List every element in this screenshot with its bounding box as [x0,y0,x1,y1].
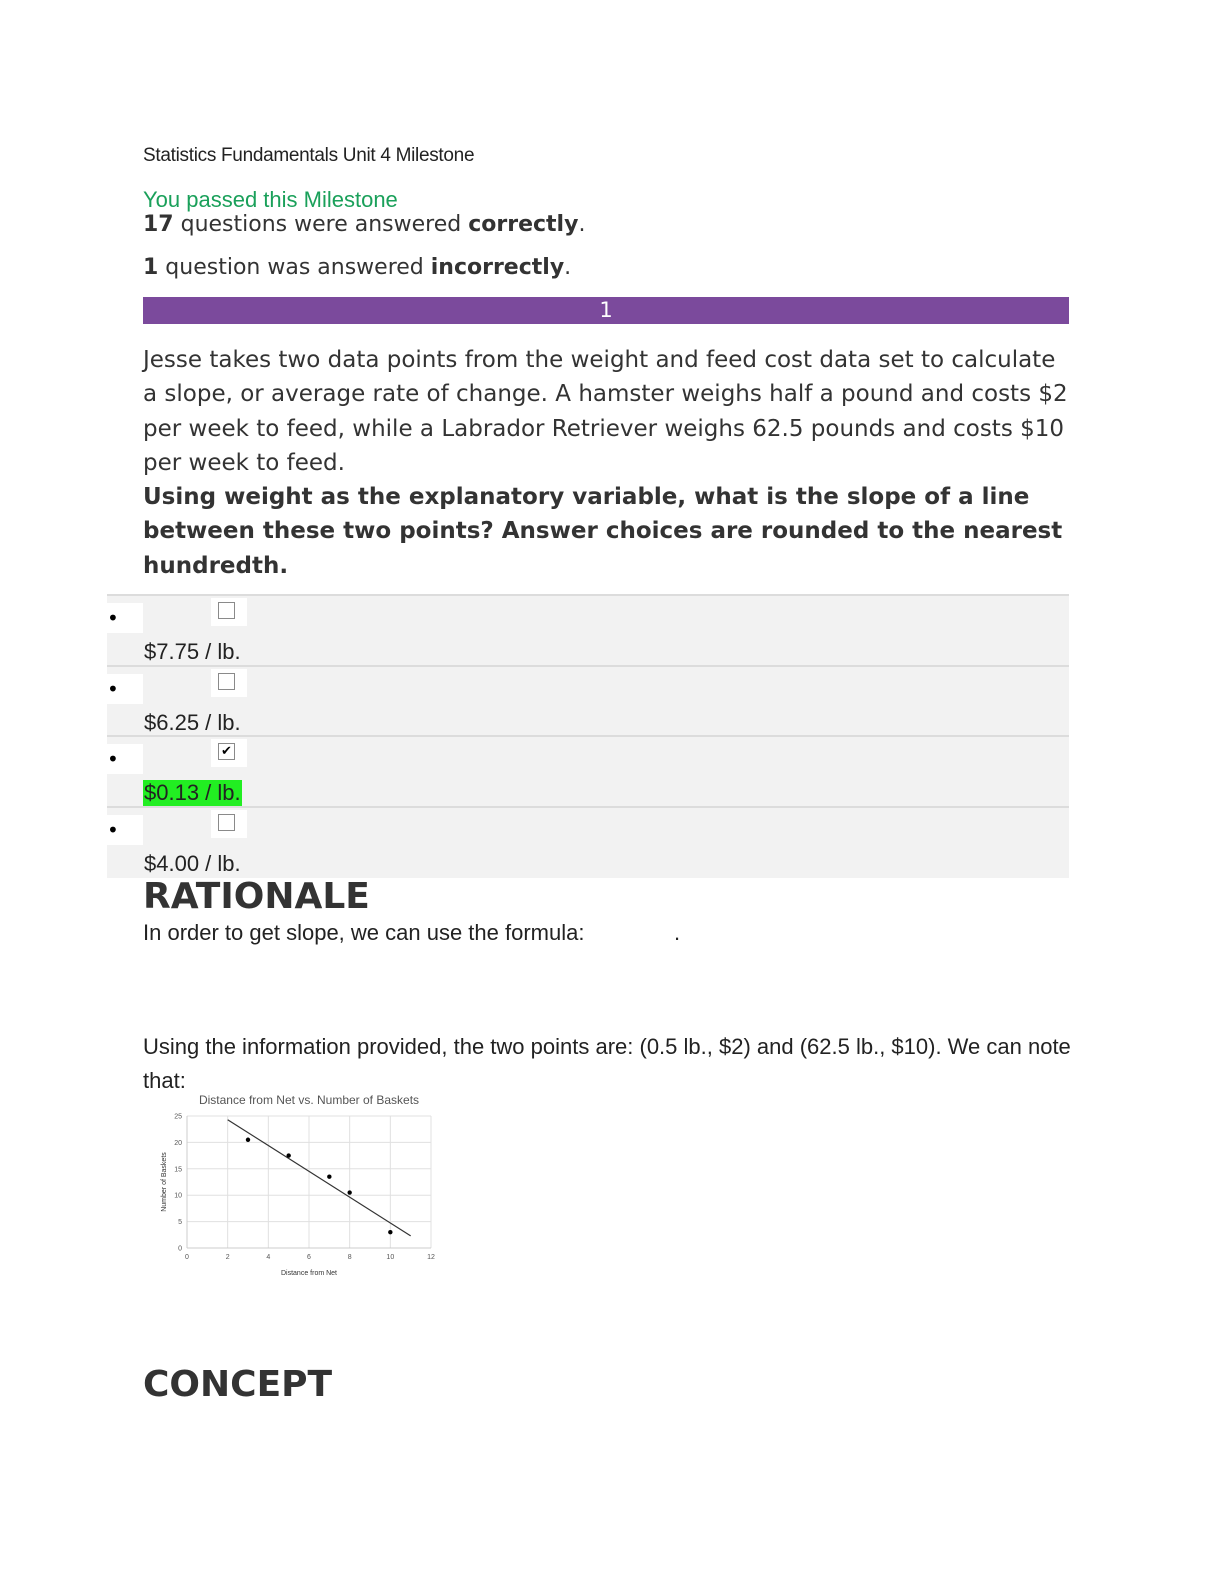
y-tick-label: 0 [178,1245,182,1253]
rationale-line-1: In order to get slope, we can use the formula: [143,920,585,945]
rationale-line-1-end: . [674,920,681,945]
data-point [327,1175,331,1179]
chart-title: Distance from Net vs. Number of Baskets [198,1093,420,1107]
correct-period: . [578,212,586,237]
list-bullet: • [107,744,143,774]
answer-label-3-selected: $0.13 / lb. [144,780,241,805]
data-point [347,1190,351,1194]
answer-checkbox-1[interactable] [218,602,235,619]
answer-label-2: $6.25 / lb. [144,710,241,735]
answer-option-2[interactable] [107,665,1069,737]
data-point [246,1138,250,1142]
incorrect-period: . [564,255,572,280]
incorrect-word: incorrectly [430,255,565,280]
data-point [388,1230,392,1234]
x-tick-label: 4 [266,1254,271,1261]
y-axis-label: Number of Baskets [161,1152,168,1212]
list-bullet: • [107,603,143,633]
answer-option-4[interactable] [107,806,1069,878]
rationale-heading: RATIONALE [143,876,370,917]
x-tick-label: 0 [185,1254,189,1261]
checkbox-container [211,669,247,697]
question-number-bar: 1 [143,297,1069,324]
correct-count: 17 [143,212,174,237]
rationale-line-2: Using the information provided, the two points are: (0.5 lb., $2) and (62.5 lb., $10). We can note that: [143,1034,1071,1093]
correct-word: correctly [468,212,579,237]
list-bullet: • [107,815,143,845]
answer-checkbox-2[interactable] [218,673,235,690]
y-tick-label: 5 [178,1219,182,1227]
answer-label-4: $4.00 / lb. [144,851,241,876]
answer-label-1: $7.75 / lb. [144,639,241,664]
document-title: Statistics Fundamentals Unit 4 Milestone [143,145,475,166]
checkbox-container [211,810,247,838]
x-tick-label: 10 [386,1254,395,1261]
checkbox-container [211,598,247,626]
concept-heading: CONCEPT [143,1364,333,1405]
list-bullet: • [107,674,143,704]
x-tick-label: 6 [307,1254,311,1261]
chart-ticks [174,1114,435,1262]
answer-option-3[interactable] [107,735,1069,807]
passed-message: You passed this Milestone [143,187,398,212]
incorrect-count: 1 [143,255,159,280]
scatter-chart [150,1090,450,1280]
correct-summary [143,212,585,237]
y-tick-label: 20 [174,1139,182,1147]
y-tick-label: 10 [174,1192,182,1200]
y-tick-label: 15 [174,1166,182,1174]
x-axis-label: Distance from Net [280,1270,338,1277]
y-tick-label: 25 [174,1113,182,1121]
correct-text: questions were answered [173,212,469,237]
answer-checkbox-4[interactable] [218,814,235,831]
x-tick-label: 12 [427,1254,435,1261]
answer-checkbox-3-checked[interactable]: ✔ [218,743,235,760]
trend-line [228,1120,411,1236]
chart-marks [228,1120,411,1236]
chart-grid [187,1116,431,1248]
x-tick-label: 2 [225,1254,230,1261]
checkbox-container [211,739,247,767]
question-text: Jesse takes two data points from the weight and feed cost data set to calculate a slope, or average rate of change. A hamster weighs half a pound and costs $2 per week to feed, while a Labrador Retriever weighs 62.5 pounds and costs $10 per week to feed. [143,347,1068,476]
question-prompt: Using weight as the explanatory variable, what is the slope of a line between these two points? Answer choices are rounded to the nearest hundredth. [143,484,1063,579]
data-point [286,1153,290,1157]
incorrect-summary [143,255,571,280]
x-tick-label: 8 [347,1254,352,1261]
answer-option-1[interactable] [107,594,1069,666]
incorrect-text: question was answered [158,255,431,280]
